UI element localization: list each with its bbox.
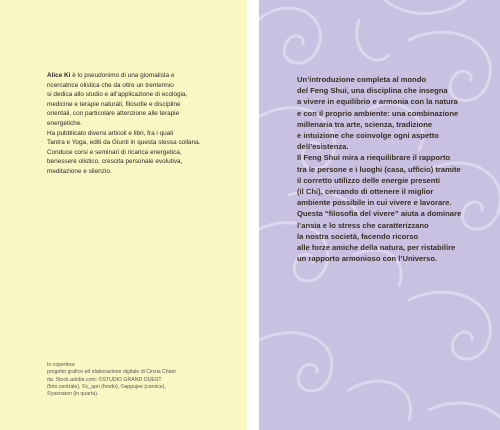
blurb-line: ambiente possibile in cui vivere e lavorare. <box>297 198 452 208</box>
author-name: Alice Ki <box>47 72 71 79</box>
credit-line: progetto grafico ed elaborazione digitale di Cinzia Chiari <box>47 369 176 376</box>
fold-gutter <box>247 0 259 430</box>
bio-line: orientali, con particolare attenzione alle terapie <box>47 110 180 118</box>
credit-line: In copertina: <box>47 362 76 368</box>
blurb-line: Il Feng Shui mira a riequilibrare il rapporto <box>297 153 451 163</box>
blurb-line: un rapporto armonioso con l’Universo. <box>297 254 438 264</box>
blurb-line: millenaria tra arte, scienza, tradizione <box>297 119 433 129</box>
blurb-line: l’ansia e lo stress che caratterizzano <box>297 220 429 230</box>
blurb-line: Un’introduzione completa al mondo <box>297 75 427 84</box>
bio-line: Conduce corsi e seminari di ricarica energetica, <box>47 148 182 156</box>
bio-line: è lo pseudonimo di una giornalista e <box>70 72 175 79</box>
bio-line: meditazione e silenzio. <box>47 167 112 175</box>
blurb-line: alle forze amiche della natura, per ristabilire <box>297 243 456 253</box>
blurb-line: Questa “filosofia del vivere” aiuta a dominare <box>297 209 462 219</box>
book-blurb <box>297 74 487 264</box>
credit-line: ©yasnaten (in quarta). <box>47 391 99 398</box>
bio-line: benessere olistico, crescita personale evolutiva, <box>47 158 183 166</box>
cover-credits <box>47 362 237 398</box>
credit-line: (foto centrale), ©c_apri (fondo), ©appujee (cornice), <box>47 383 166 390</box>
blurb-line: e intuizione che coinvolge ogni aspetto <box>297 131 439 141</box>
blurb-line: a vivere in equilibrio e armonia con la natura <box>297 97 458 107</box>
bio-line: si dedica allo studio e all’applicazione di ecologia, <box>47 91 188 99</box>
bio-line: ricercatrice olistica che da oltre un trentennio <box>47 81 174 89</box>
author-bio <box>47 71 237 177</box>
blurb-line: del Feng Shui, una disciplina che insegna <box>297 86 448 96</box>
blurb-line: il corretto utilizzo delle energie presenti <box>297 175 441 185</box>
credit-line: da: Stock.adobe.com: ©STUDIO GRAND OUEST <box>47 376 162 383</box>
blurb-line: e con il proprio ambiente: una combinazione <box>297 108 459 118</box>
bio-line: Ha pubblicato diversi articoli e libri, fra i quali <box>47 129 174 137</box>
bio-line: medicine e terapie naturali, filosofie e discipline <box>47 100 181 108</box>
blurb-line: dell’esistenza. <box>297 142 349 152</box>
blurb-line: tra le persone e i luoghi (casa, ufficio) tramite <box>297 164 461 174</box>
bio-line: energetiche. <box>47 119 83 127</box>
blurb-line: (il Chi), cercando di ottenere il miglior <box>297 187 434 197</box>
blurb-line: la nostra società, facendo ricorso <box>297 231 419 241</box>
bio-line: Tantra e Yoga, editi da Giunti in questa stessa collana. <box>47 139 201 147</box>
bio-paragraph <box>47 71 237 177</box>
